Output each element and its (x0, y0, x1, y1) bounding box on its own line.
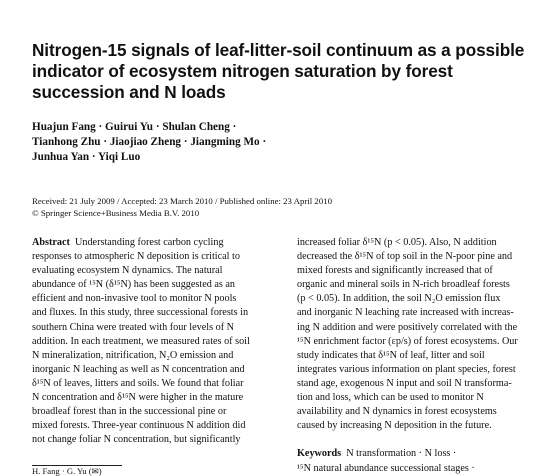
author-line-1: Huajun Fang · Guirui Yu · Shulan Cheng · (32, 121, 237, 133)
paper-title (32, 40, 532, 103)
abstract-line: and fluxes. In this study, three successional forests in (32, 307, 249, 319)
abstract-line: ing N addition and were positively correlated with the (297, 321, 518, 333)
author-footnote: H. Fang · G. Yu (✉) (32, 466, 102, 476)
keywords-block (297, 446, 538, 476)
abstract-line: δ¹⁵N of leaves, litters and soils. We found that foliar (32, 377, 244, 389)
abstract-line: efficient and non-invasive tool to monitor N pools (32, 293, 237, 305)
abstract-line: N concentration and δ¹⁵N were higher in the mature (32, 392, 244, 404)
abstract-line: responses to atmospheric N deposition is critical to (32, 251, 240, 263)
keywords-line-1 (297, 446, 538, 461)
keywords-heading: Keywords (297, 448, 342, 459)
abstract-line: mixed forests and significantly increased that of (297, 265, 493, 277)
abstract-text: Understanding forest carbon cycling (75, 237, 224, 248)
abstract-line: mixed forests. Three-year continuous N addition did (32, 420, 246, 432)
abstract-line: (p < 0.05). In addition, the soil N₂O emission flux (297, 293, 501, 305)
abstract-line: decreased the δ¹⁵N of top soil in the N-poor pine and (297, 251, 513, 263)
copyright-notice: © Springer Science+Business Media B.V. 2010 (32, 207, 200, 218)
abstract-line: southern China were treated with four levels of N (32, 321, 234, 333)
abstract-line: availability and N dynamics in forest ecosystems (297, 406, 497, 418)
abstract-line: increased foliar δ¹⁵N (p < 0.05). Also, N addition (297, 237, 497, 248)
publication-metadata (32, 196, 512, 219)
abstract-line (32, 236, 273, 250)
abstract-line: evaluating ecosystem N dynamics. The natural (32, 265, 223, 277)
abstract-line: caused by increasing N deposition in the future. (297, 420, 492, 432)
abstract-line: abundance of ¹⁵N (δ¹⁵N) has been suggested as an (32, 279, 236, 291)
abstract-line: N mineralization, nitrification, N₂O emission and (32, 349, 234, 361)
abstract-right-column (297, 236, 538, 433)
keywords-line-2: ¹⁵N natural abundance successional stages · (297, 463, 475, 474)
abstract-line: inorganic N leaching as well as N concentration and (32, 363, 245, 375)
keywords-text: N transformation · N loss · (346, 448, 457, 459)
abstract-line: organic and mineral soils in N-rich broadleaf forests (297, 279, 510, 291)
publication-dates: Received: 21 July 2009 / Accepted: 23 March 2010 / Published online: 23 April 2010 (32, 196, 333, 206)
abstract-line: and inorganic N leaching rate increased with increas- (297, 307, 514, 319)
author-line-2: Tianhong Zhu · Jiaojiao Zheng · Jiangming Mo · (32, 136, 267, 148)
abstract-line: addition. In each treatment, we measured rates of soil (32, 335, 250, 347)
title-line-2: indicator of ecosystem nitrogen saturation by forest (32, 61, 453, 81)
abstract-line: study indicates that δ¹⁵N of leaf, litter and soil (297, 349, 485, 361)
abstract-line: stand age, exogenous N input and soil N transforma- (297, 377, 512, 389)
abstract-line: broadleaf forest than in the successional pine or (32, 406, 227, 418)
abstract-heading: Abstract (32, 237, 70, 248)
title-line-3: succession and N loads (32, 82, 226, 102)
title-line-1: Nitrogen-15 signals of leaf-litter-soil continuum as a possible (32, 40, 525, 60)
abstract-line: ¹⁵N enrichment factor (εp/s) of forest ecosystems. Our (297, 335, 518, 347)
abstract-line: not change foliar N concentration, but significantly (32, 434, 241, 446)
abstract-left-column (32, 236, 273, 447)
author-list (32, 120, 432, 165)
abstract-line: tion and loss, which can be used to monitor N (297, 392, 484, 404)
abstract-line: integrates various information on plant species, forest (297, 363, 516, 375)
author-line-3: Junhua Yan · Yiqi Luo (32, 151, 141, 163)
